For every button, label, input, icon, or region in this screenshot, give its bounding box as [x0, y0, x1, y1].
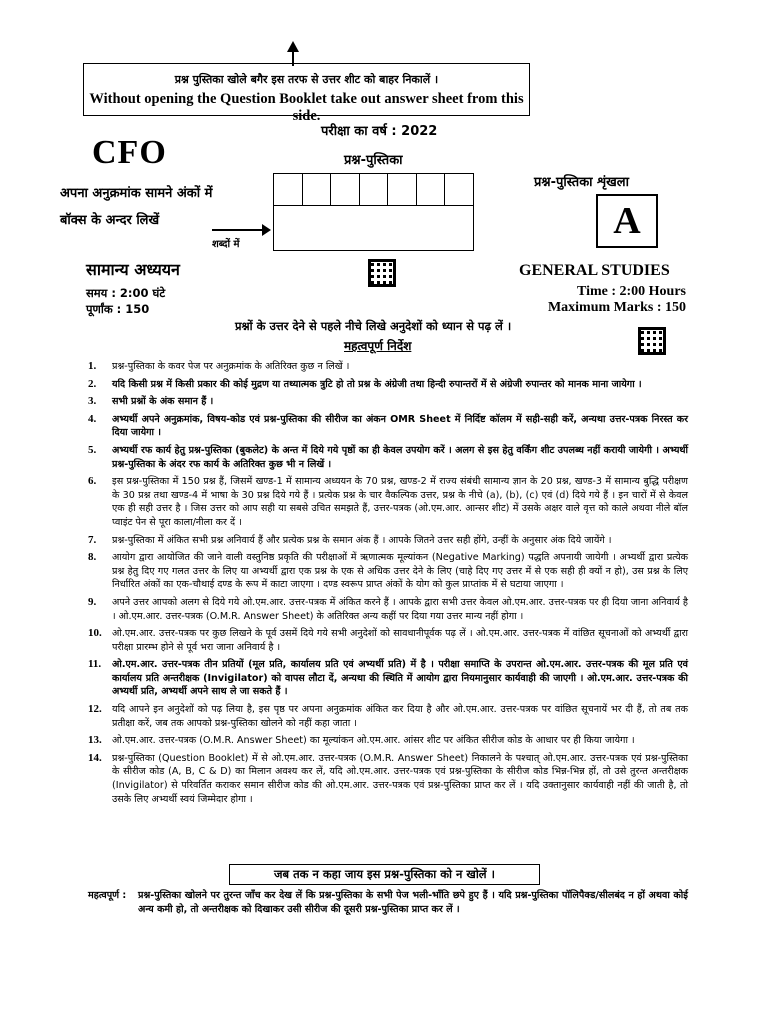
instruction-number: 3.: [88, 395, 97, 408]
pre-instruction: प्रश्नों के उत्तर देने से पहले नीचे लिखे अनुदेशों को ध्यान से पढ़ लें ।: [235, 319, 512, 333]
instruction-item: [88, 534, 688, 548]
roll-digit-box[interactable]: [360, 174, 389, 205]
words-label: शब्दों में: [212, 239, 240, 250]
instruction-number: 8.: [88, 551, 97, 564]
instruction-item: [88, 734, 688, 748]
instruction-item: [88, 444, 688, 471]
series-box: A: [596, 194, 658, 248]
instructions-heading: महत्वपूर्ण निर्देश: [344, 339, 412, 353]
instruction-item: [88, 627, 688, 654]
notice-english: Without opening the Question Booklet take out answer sheet from this side.: [89, 91, 524, 124]
arrow-right-icon: [262, 224, 271, 236]
notice-hindi: प्रश्न पुस्तिका खोले बगैर इस तरफ से उत्तर शीट को बाहर निकालें ।: [174, 73, 439, 86]
instruction-text: यदि आपने इन अनुदेशों को पढ़ लिया है, इस पृष्ठ पर अपना अनुक्रमांक अंकित कर दिया है और ओ.एम.आर. उत्तर-पत्रक पर वांछित सूचनायें भर दी हैं, तो तब तक प्रतीक्षा करें, जब तक आपको प्रश्न-पुस्तिका खोलने को नहीं कहा जाता ।: [112, 704, 688, 729]
instruction-text: ओ.एम.आर. उत्तर-पत्रक (O.M.R. Answer Sheet) का मूल्यांकन ओ.एम.आर. आंसर शीट पर अंकित सीरीज कोड के आधार पर ही किया जायेगा ।: [112, 735, 635, 747]
paper-code: CFO: [92, 134, 167, 171]
roll-digit-box[interactable]: [331, 174, 360, 205]
roll-instruction-line1: अपना अनुक्रमांक सामने अंकों में: [60, 186, 213, 201]
qr-code-icon: [368, 259, 396, 287]
instruction-number: 9.: [88, 595, 97, 608]
subject-hindi: सामान्य अध्ययन: [86, 260, 180, 279]
instruction-number: 14.: [88, 751, 102, 764]
instruction-number: 12.: [88, 703, 102, 716]
instruction-text: अपने उत्तर आपको अलग से दिये गये ओ.एम.आर. उत्तर-पत्रक में अंकित करने हैं । आपके द्वारा सभी उत्तर केवल ओ.एम.आर. उत्तर-पत्रक पर ही दिया जाना अनिवार्य है । ओ.एम.आर. उत्तर-पत्रक (O.M.R. Answer Sheet) के अतिरिक्त अन्य कहीं पर दिया गया उत्तर मान्य नहीं होगा ।: [112, 596, 688, 622]
roll-digit-box[interactable]: [274, 174, 303, 205]
marks-hindi: पूर्णांक : 150: [86, 302, 150, 316]
instruction-item: [88, 378, 688, 392]
roll-digit-box[interactable]: [388, 174, 417, 205]
roll-digit-box[interactable]: [303, 174, 332, 205]
instruction-number: 13.: [88, 734, 102, 747]
instruction-text: आयोग द्वारा आयोजित की जाने वाली वस्तुनिष्ठ प्रकृति की परीक्षाओं में ऋणात्मक मूल्यांकन (Negative Marking) पद्धति अपनायी जायेगी । अभ्यर्थी द्वारा प्रत्येक प्रश्न हेतु दिए गए गलत उत्तर के लिए या अभ्यर्थी द्वारा एक प्रश्न के एक से अधिक उत्तर देने के लिए (चाहे दिए गए उत्तर में से एक सही ही क्यों न हो), उस प्रश्न के लिए निर्धारित अंकों का एक-चौथाई दण्ड के रूप में काटा जाएगा । दण्ड स्वरूप प्राप्त अंकों के योग को कुल प्राप्तांक में से घटाया जाएगा ।: [112, 552, 688, 591]
time-hindi: समय : 2:00 घंटे: [86, 286, 166, 300]
answer-sheet-notice: [83, 63, 530, 124]
instruction-number: 2.: [88, 377, 97, 390]
instruction-text: अभ्यर्थी रफ कार्य हेतु प्रश्न-पुस्तिका (बुकलेट) के अन्त में दिये गये पृष्ठों का ही केवल उपयोग करें । अलग से इस हेतु वर्किंग शीट उपलब्ध नहीं करायी जायेगी । अभ्यर्थी प्रश्न-पुस्तिका के अंदर रफ कार्य के अतिरिक्त कुछ भी न लिखें ।: [112, 444, 688, 470]
instruction-text: ओ.एम.आर. उत्तर-पत्रक तीन प्रतियों (मूल प्रति, कार्यालय प्रति एवं अभ्यर्थी प्रति) में है । परीक्षा समाप्ति के उपरान्त ओ.एम.आर. उत्तर-पत्रक की मूल प्रति एवं कार्यालय प्रति अन्तरीक्षक (Invigilator) को वापस लौटा दें, अन्यथा की स्थिति में आयोग द्वारा नियमानुसार कार्यवाही की जाएगी । ओ.एम.आर. उत्तर-पत्रक की अभ्यर्थी प्रति, अभ्यर्थी अपने साथ ले जा सकते हैं ।: [112, 659, 688, 698]
series-label: प्रश्न-पुस्तिका शृंखला: [534, 175, 629, 190]
booklet-title: प्रश्न-पुस्तिका: [344, 153, 403, 168]
instruction-text: यदि किसी प्रश्न में किसी प्रकार की कोई मुद्रण या तथ्यात्मक त्रुटि हो तो प्रश्न के अंग्रेजी तथा हिन्दी रुपान्तरों में से अंग्रेजी रुपान्तर को मानक माना जायेगा ।: [112, 378, 642, 390]
instruction-item: [88, 551, 688, 592]
instruction-item: [88, 475, 688, 529]
roll-digit-box[interactable]: [417, 174, 446, 205]
instruction-number: 10.: [88, 627, 102, 640]
instruction-number: 11.: [88, 658, 102, 671]
instruction-item: [88, 360, 688, 374]
instruction-number: 5.: [88, 443, 97, 456]
roll-number-digits-grid[interactable]: [273, 173, 474, 206]
roll-digit-box[interactable]: [445, 174, 474, 205]
exam-year: परीक्षा का वर्ष : 2022: [321, 124, 438, 139]
instruction-number: 6.: [88, 475, 97, 488]
time-marks-english: [540, 284, 686, 316]
important-text: प्रश्न-पुस्तिका खोलने पर तुरन्त जाँच कर देख लें कि प्रश्न-पुस्तिका के सभी पेज भली-भाँति छपे हुए हैं । यदि प्रश्न-पुस्तिका पॉलिपैक्ड/सीलबंद न हों अथवा कोई अन्य कमी हो, तो अन्तरीक्षक को दिखाकर उसी सीरीज की दूसरी प्रश्न-पुस्तिका प्राप्त कर लें ।: [138, 890, 688, 915]
instruction-number: 7.: [88, 533, 97, 546]
roll-number-instruction: [60, 180, 270, 234]
marks-english: Maximum Marks : 150: [547, 300, 686, 315]
instruction-item: [88, 596, 688, 623]
time-english: Time : 2:00 Hours: [576, 284, 686, 299]
time-marks-hindi: [86, 285, 165, 317]
subject-english: GENERAL STUDIES: [519, 262, 670, 279]
instruction-number: 4.: [88, 412, 97, 425]
roll-instruction-line2: बॉक्स के अन्दर लिखें: [60, 213, 160, 228]
instruction-text: इस प्रश्न-पुस्तिका में 150 प्रश्न हैं, जिसमें खण्ड-1 में सामान्य अध्ययन के 70 प्रश्न, खण्ड-2 में राज्य संबंधी सामान्य ज्ञान के 20 प्रश्न, खण्ड-3 में सामान्य बुद्धि परीक्षण के 30 प्रश्न तथा खण्ड-4 में भाषा के 30 प्रश्न दिये गये हैं । प्रत्येक प्रश्न के चार वैकल्पिक उत्तर, प्रश्न के नीचे (a), (b), (c) एवं (d) दिये गये हैं । इन चारों में से केवल एक ही सही उत्तर है । जिस उत्तर को आप सही या सबसे उचित समझते हैं, उत्तर-पत्रक (ओ.एम.आर. आन्सर शीट) में उसके अक्षर वाले वृत्त को काले अथवा नीले बॉल प्वाइंट पेन से पूरा काला/नीला कर दें ।: [112, 476, 688, 528]
roll-number-words-box[interactable]: [273, 205, 474, 251]
instruction-text: ओ.एम.आर. उत्तर-पत्रक पर कुछ लिखने के पूर्व उसमें दिये गये सभी अनुदेशों को सावधानीपूर्वक पढ़ लें । ओ.एम.आर. उत्तर-पत्रक में वांछित सूचनाओं को अभ्यर्थी द्वारा परीक्षा प्रारम्भ होने से पूर्व भरा जाना अनिवार्य है ।: [112, 628, 688, 653]
important-note: [88, 889, 688, 917]
instruction-text: प्रश्न-पुस्तिका के कवर पेज पर अनुक्रमांक के अतिरिक्त कुछ न लिखें ।: [112, 361, 350, 372]
do-not-open-notice: जब तक न कहा जाय इस प्रश्न-पुस्तिका को न खोलें ।: [229, 864, 540, 885]
instruction-item: [88, 752, 688, 806]
instruction-item: [88, 658, 688, 699]
arrow-up-icon: [287, 41, 299, 52]
qr-code-icon: [638, 327, 666, 355]
important-label: महत्वपूर्ण :: [88, 890, 127, 901]
instruction-text: अभ्यर्थी अपने अनुक्रमांक, विषय-कोड एवं प्रश्न-पुस्तिका की सीरीज का अंकन OMR Sheet में निर्दिष्ट कॉलम में सही-सही करें, अन्यथा उत्तर-पत्रक निरस्त कर दिया जायेगा ।: [112, 413, 688, 439]
instruction-number: 1.: [88, 360, 97, 372]
instruction-item: [88, 395, 688, 409]
instructions-list: [88, 360, 688, 810]
instruction-item: [88, 413, 688, 440]
instruction-item: [88, 703, 688, 730]
instruction-text: प्रश्न-पुस्तिका में अंकित सभी प्रश्न अनिवार्य हैं और प्रत्येक प्रश्न के समान अंक हैं । आपके जितने उत्तर सही होंगे, उन्हीं के अनुसार अंक दिये जायेंगे ।: [112, 534, 612, 546]
instruction-text: प्रश्न-पुस्तिका (Question Booklet) में से ओ.एम.आर. उत्तर-पत्रक (O.M.R. Answer Sheet) निकालने के पश्चात् ओ.एम.आर. उत्तर-पत्रक एवं प्रश्न-पुस्तिका के सीरीज कोड (A, B, C & D) का मिलान अवश्य कर लें, यदि ओ.एम.आर. उत्तर-पत्रक एवं प्रश्न-पुस्तिका के सीरीज कोड भिन्न-भिन्न हों, तो उसे तुरन्त अन्तरीक्षक (Invigilator) से परिवर्तित कराकर समान सीरीज कोड की ओ.एम.आर. उत्तर-पत्रक एवं प्रश्न-पुस्तिका प्राप्त कर लें । यदि उक्तानुसार कार्यवाही नहीं की जाती है, तो उसके लिए अभ्यर्थी स्वयं जिम्मेदार होगा ।: [112, 752, 688, 805]
instruction-text: सभी प्रश्नों के अंक समान हैं ।: [112, 396, 214, 408]
arrow-right-shaft: [212, 229, 262, 231]
